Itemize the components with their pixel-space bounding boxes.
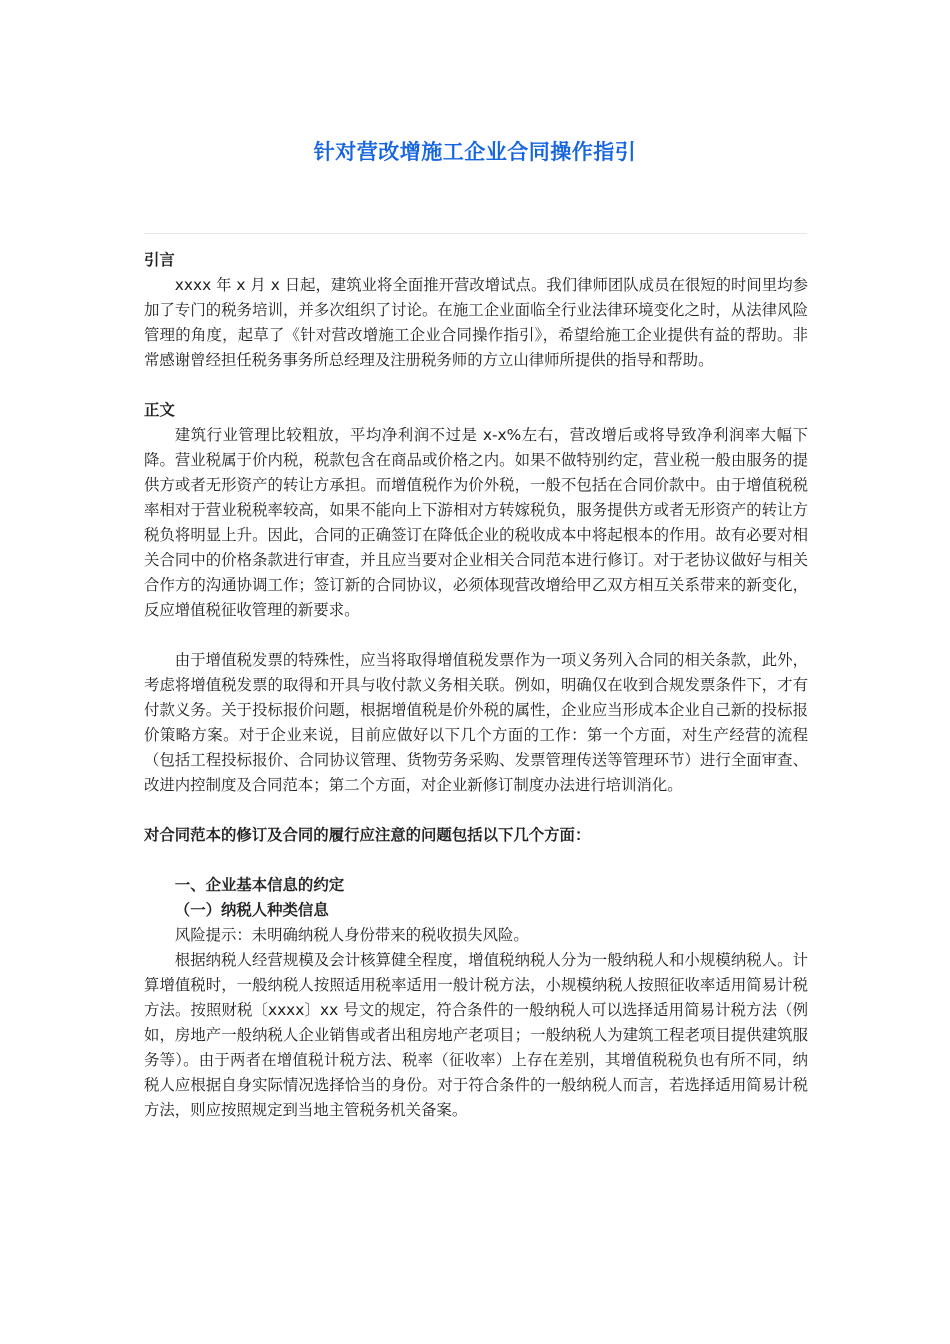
main-paragraph-2: 由于增值税发票的特殊性，应当将取得增值税发票作为一项义务列入合同的相关条款，此外，考虑将增值税发票的取得和开具与收付款义务相关联。例如，明确仅在收到合规发票条件下，才有付款义务。关于投标报价问题，根据增值税是价外税的属性，企业应当形成本企业自己新的投标报价策略方案。对于企业来说，目前应做好以下几个方面的工作：第一个方面，对生产经营的流程（包括工程投标报价、合同协议管理、货物劳务采购、发票管理传送等管理环节）进行全面审查、改进内控制度及合同范本；第二个方面，对企业新修订制度办法进行培训消化。 xyxy=(144,651,808,794)
spacer xyxy=(144,798,808,823)
risk-note: 风险提示：未明确纳税人身份带来的税收损失风险。 xyxy=(174,926,529,944)
spacer xyxy=(144,848,808,873)
main-paragraph-1: 建筑行业管理比较粗放，平均净利润不过是 x-x%左右，营改增后或将导致净利润率大幅下降。营业税属于价内税，税款包含在商品或价格之内。如果不做特别约定，营业税一般由服务的提供方或者无形资产的转让方承担。而增值税作为价外税，一般不包括在合同价款中。由于增值税税率相对于营业税税率较高，如果不能向上下游相对方转嫁税负，服务提供方或者无形资产的转让方税负将明显上升。因此，合同的正确签订在降低企业的税收成本中将起根本的作用。故有必要对相关合同中的价格条款进行审查，并且应当要对企业相关合同范本进行修订。对于老协议做好与相关合作方的沟通协调工作；签订新的合同协议，必须体现营改增给甲乙双方相互关系带来的新变化，反应增值税征收管理的新要求。 xyxy=(144,426,808,619)
subsection-1-title: （一）纳税人种类信息 xyxy=(174,901,329,919)
title-divider xyxy=(144,233,807,234)
document-title: 针对营改增施工企业合同操作指引 xyxy=(313,140,637,164)
taxpayer-paragraph: 根据纳税人经营规模及会计核算健全程度，增值税纳税人分为一般纳税人和小规模纳税人。计算增值税时，一般纳税人按照适用税率适用一般计税方法，小规模纳税人按照征收率适用简易计税方法。按照财税〔xxxx〕xx 号文的规定，符合条件的一般纳税人可以选择适用简易计税方法（例如，房地产一般纳税人企业销售或者出租房地产老项目；一般纳税人为建筑工程老项目提供建筑服务等）。由于两者在增值税计税方法、税率（征收率）上存在差别，其增值税税负也有所不同，纳税人应根据自身实际情况选择恰当的身份。对于符合条件的一般纳税人而言，若选择适用简易计税方法，则应按照规定到当地主管税务机关备案。 xyxy=(144,951,808,1119)
spacer xyxy=(144,623,808,648)
intro-paragraph: xxxx 年 x 月 x 日起，建筑业将全面推开营改增试点。我们律师团队成员在很短的时间里均参加了专门的税务培训，并多次组织了讨论。在施工企业面临全行业法律环境变化之时，从法律风险管理的角度，起草了《针对营改增施工企业合同操作指引》，希望给施工企业提供有益的帮助。非常感谢曾经担任税务事务所总经理及注册税务师的方立山律师所提供的指导和帮助。 xyxy=(144,276,808,369)
section-1-title: 一、企业基本信息的约定 xyxy=(174,876,345,894)
spacer xyxy=(144,373,808,398)
issues-heading: 对合同范本的修订及合同的履行应注意的问题包括以下几个方面： xyxy=(144,826,591,844)
main-heading: 正文 xyxy=(144,401,175,419)
document-body xyxy=(144,248,808,1123)
intro-heading: 引言 xyxy=(144,251,175,269)
